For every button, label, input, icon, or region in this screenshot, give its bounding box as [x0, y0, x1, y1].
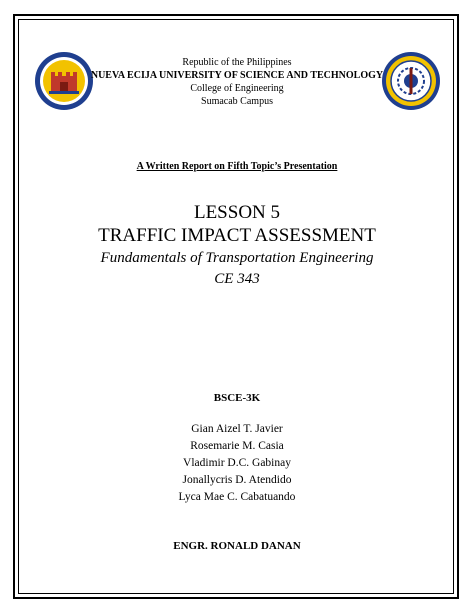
lesson-title: TRAFFIC IMPACT ASSESSMENT	[98, 225, 376, 246]
section-label: BSCE-3K	[213, 392, 261, 404]
header-country: Republic of the Philippines	[182, 57, 292, 68]
member-name: Jonallycris D. Atendido	[182, 474, 292, 486]
member-name: Gian Aizel T. Javier	[191, 423, 283, 435]
course-name: Fundamentals of Transportation Engineering	[100, 250, 374, 266]
header-university: NUEVA ECIJA UNIVERSITY OF SCIENCE AND TECHNOLOGY	[90, 70, 384, 81]
lesson-number: LESSON 5	[193, 202, 281, 223]
header-campus: Sumacab Campus	[201, 96, 273, 107]
header-college: College of Engineering	[190, 83, 284, 94]
member-name: Lyca Mae C. Cabatuando	[178, 491, 296, 503]
report-title: A Written Report on Fifth Topic’s Presentation	[136, 161, 338, 172]
member-name: Rosemarie M. Casia	[190, 440, 284, 452]
instructor-name: ENGR. RONALD DANAN	[173, 540, 301, 552]
member-name: Vladimir D.C. Gabinay	[183, 457, 291, 469]
course-code: CE 343	[214, 271, 260, 287]
